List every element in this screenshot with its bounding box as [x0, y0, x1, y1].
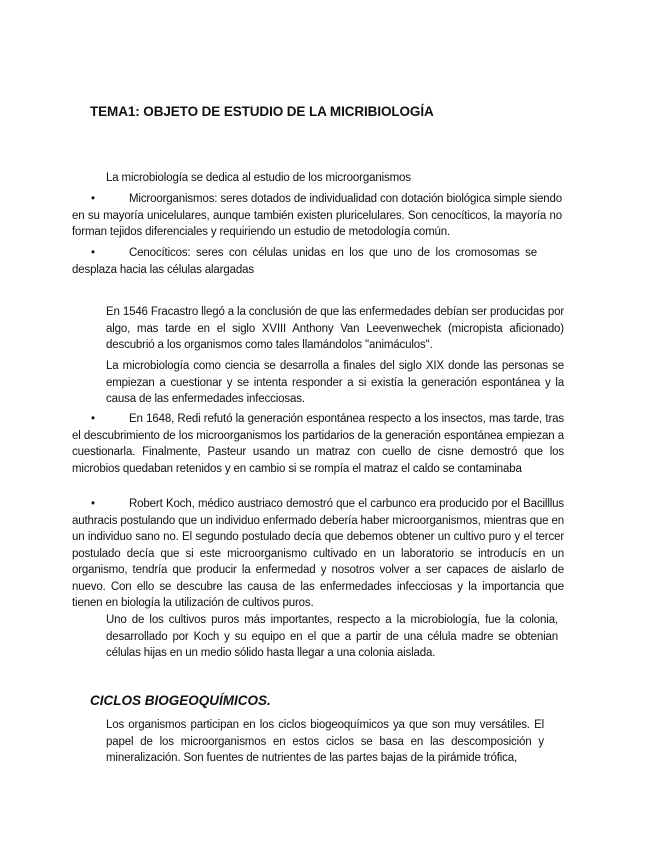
section-title-ciclos: CICLOS BIOGEOQUÍMICOS.	[90, 693, 271, 708]
bullet-marker: •	[91, 247, 96, 259]
bullet-robert-koch: Robert Koch, médico austriaco demostró que el carbunco era producido por el Bacilllus authracis postulando que un individuo enfermado debería haber microorganismos, mientras que en un individuo sano no. El segundo postulado decía que debemos obtener un cultivo puro y el tercer postulado decía que si este microorganismo cultivado en un laboratorio se introducís en un organismo, tendría que producir la enfermedad y nosotros volver a ser capaces de aislarlo de nuevo. Con ello se descubre las causa de las enfermedades infecciosas y la importancia que tienen en biología la utilización de cultivos puros.	[72, 498, 564, 609]
bullet-cenociticos: Cenocíticos: seres con células unidas en los que uno de los cromosomas se desplaza hacia las células alargadas	[72, 247, 537, 276]
bullet-marker: •	[91, 193, 96, 205]
history-paragraph: En 1546 Fracastro llegó a la conclusión de que las enfermedades debían ser producidas por algo, mas tarde en el siglo XVIII Anthony Van Leevenwechek (micropista aficionado) descubrió a los organismos como tales llamándolos "animáculos".	[106, 306, 564, 351]
science-paragraph: La microbiología como ciencia se desarrolla a finales del siglo XIX donde las personas se empiezan a cuestionar y se intenta responder a si existía la generación espontánea y la causa de las enfermedades infecciosas.	[106, 360, 564, 405]
bullet-marker: •	[91, 413, 96, 425]
ciclos-paragraph: Los organismos participan en los ciclos biogeoquímicos ya que son muy versátiles. El papel de los microorganismos en estos ciclos se basa en las descomposición y mineralización. Son fuentes de nutrientes de las partes bajas de la pirámide trófica,	[106, 719, 544, 764]
document-title: TEMA1: OBJETO DE ESTUDIO DE LA MICRIBIOLOGÍA	[90, 104, 434, 119]
bullet-redi-pasteur: En 1648, Redi refutó la generación espontánea respecto a los insectos, mas tarde, tras el descubrimiento de los microorganismos los partidarios de la generación espontánea empiezan a cuestionarla. Finalmente, Pasteur usando un matraz con cuello de cisne demostró que los microbios quedaban retenidos y en cambio si se rompía el matraz el caldo se contaminaba	[72, 413, 564, 475]
bullet-microorganismos: Microorganismos: seres dotados de individualidad con dotación biológica simple siendo en su mayoría unicelulares, aunque también existen pluricelulares. Son cenocíticos, la mayoría no forman tejidos diferenciales y requiriendo un estudio de metodología común.	[72, 193, 562, 238]
bullet-marker: •	[91, 498, 96, 510]
colony-paragraph: Uno de los cultivos puros más importantes, respecto a la microbiología, fue la colonia, desarrollado por Koch y su equipo en el que a partir de una célula madre se obtenian células hijas en un medio sólido hasta llegar a una colonia aislada.	[106, 614, 558, 659]
intro-paragraph: La microbiología se dedica al estudio de los microorganismos	[106, 172, 411, 184]
